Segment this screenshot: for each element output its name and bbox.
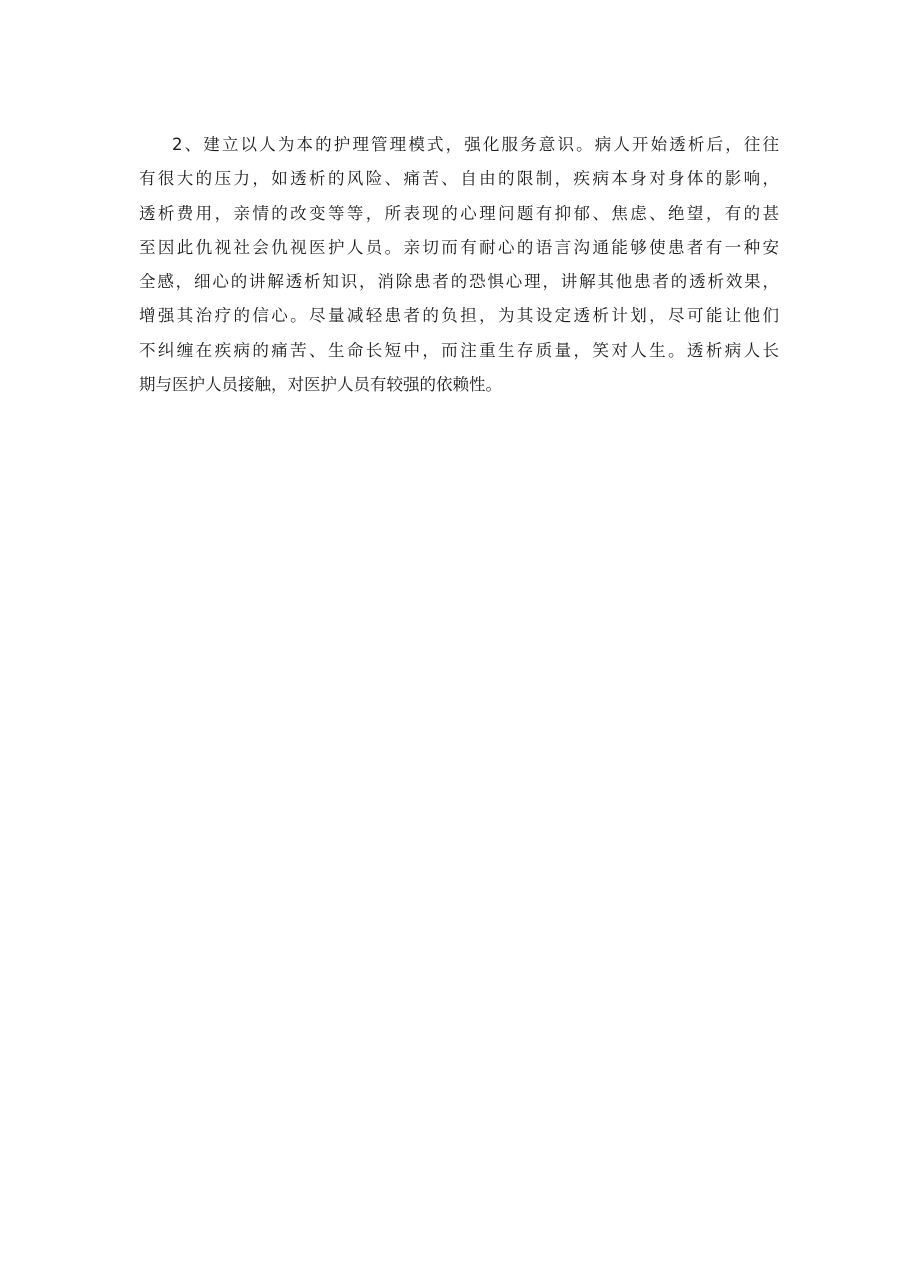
paragraph-line: 期与医护人员接触，对医护人员有较强的依赖性。 — [139, 375, 502, 395]
paragraph-line: 不纠缠在疾病的痛苦、生命长短中，而注重生存质量，笑对人生。透析病人长 — [139, 340, 779, 360]
paragraph-line: 增强其治疗的信心。尽量减轻患者的负担，为其设定透析计划，尽可能让他们 — [139, 306, 779, 326]
paragraph-line: 全感，细心的讲解透析知识，消除患者的恐惧心理，讲解其他患者的透析效果， — [139, 272, 779, 292]
paragraph-line: 有很大的压力，如透析的风险、痛苦、自由的限制，疾病本身对身体的影响， — [139, 169, 779, 189]
paragraph — [139, 128, 779, 402]
paragraph-line: 透析费用，亲情的改变等等，所表现的心理问题有抑郁、焦虑、绝望，有的甚 — [139, 203, 779, 223]
paragraph-line: 2、建立以人为本的护理管理模式，强化服务意识。病人开始透析后，往往 — [172, 135, 779, 154]
paragraph-line: 至因此仇视社会仇视医护人员。亲切而有耐心的语言沟通能够使患者有一种安 — [139, 237, 779, 257]
